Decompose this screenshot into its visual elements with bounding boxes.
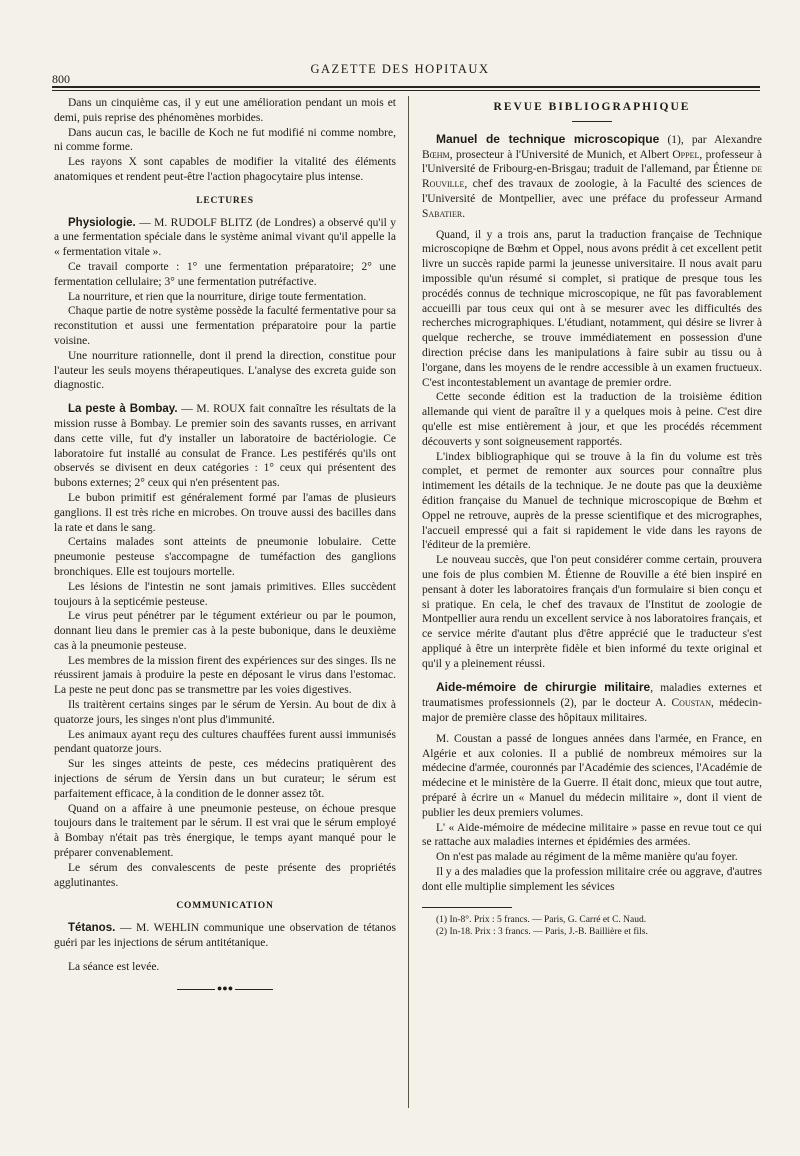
article-title: La peste à Bombay. xyxy=(68,403,178,416)
paragraph: Les lésions de l'intestin ne sont jamais primitives. Elles succèdent toujours à la septicémie pesteuse. xyxy=(54,580,396,608)
section-heading-lectures: LECTURES xyxy=(196,195,254,206)
book-text: , prosecteur à l'Université de Munich, et Albert xyxy=(449,148,669,161)
closing-line: La séance est levée. xyxy=(68,960,160,973)
article-author: — M. WEHLIN xyxy=(119,922,199,935)
paragraph: Ce travail comporte : 1° une fermentation préparatoire; 2° une fermentation cellulaire; 3° une fermentation putréfactive. xyxy=(54,260,396,288)
article-author: — M. RUDOLF BLITZ xyxy=(139,216,253,229)
paragraph: Le sérum des convalescents de peste présente des propriétés agglutinantes. xyxy=(54,861,396,889)
book-text: , chef des travaux de zoologie, à la Faculté des sciences de l'Université de Montpellier, avec une préface du professeur Armand xyxy=(422,178,762,205)
paragraph: Sur les singes atteints de peste, ces médecins pratiquèrent des injections de sérum de Yersin dans un but curateur; le sérum est parfaitement efficace, à la condition de le donner assez tôt. xyxy=(54,758,396,800)
book-text: , professeur à l'Université de Fribourg-en-Brisgau; traduit de l'allemand, par Étienne xyxy=(422,148,762,176)
book-text: . xyxy=(462,207,466,220)
paragraph: Quand on a affaire à une pneumonie pesteuse, on échoue presque toujours dans le traitement par le sérum. Il est vrai que le sérum employé à Bombay n'était pas très énergique, le temps ayant manqué pour le préparer convenablement. xyxy=(54,802,396,860)
paragraph: Dans aucun cas, le bacille de Koch ne fut modifié ni comme nombre, ni comme forme. xyxy=(54,126,396,154)
paragraph: Les animaux ayant reçu des cultures chauffées furent aussi immunisés pendant quatorze jours. xyxy=(54,728,396,756)
paragraph: On n'est pas malade au régiment de la même manière qu'au foyer. xyxy=(436,851,738,864)
paragraph: L'index bibliographique qui se trouve à la fin du volume est très complet, et permet de remonter aux sources pour connaître plus intimement les détails de la technique. Je ne doute pas que la deuxième édition française du Manuel de technique microscopique de Bœhm et Oppel ne retrouve, auprès de la presse scientifique et des micrographes, l'accueil empressé qui a fait si rapidement le vide dans les rayons de l'éditeur de la première. xyxy=(422,450,762,552)
book-entry-manuel xyxy=(422,132,762,222)
end-ornament: ●●● xyxy=(177,989,273,990)
book-title: Aide-mémoire de chirurgie militaire xyxy=(436,680,651,695)
paragraph: Les rayons X sont capables de modifier la vitalité des éléments anatomiques et rendent peut-être l'action phagocytaire plus intense. xyxy=(54,156,396,183)
paragraph: Les membres de la mission firent des expériences sur des singes. Ils ne réussirent jamais à produire la peste en déposant le virus dans l'estomac. La peste ne peut donc pas se transmettre par les voies digestives. xyxy=(54,654,396,697)
paragraph: L' « Aide-mémoire de médecine militaire » passe en revue tout ce qui se rattache aux maladies internes et épidémies des armées. xyxy=(422,821,762,849)
section-heading-revue: REVUE BIBLIOGRAPHIQUE xyxy=(493,101,691,113)
article-text: communique une observation de tétanos guéri par les injections de sérum antitétanique. xyxy=(54,922,396,950)
book-author: Sabatier xyxy=(422,207,463,220)
book-ref: (1), par Alexandre xyxy=(667,133,763,146)
article-title: Tétanos. xyxy=(68,922,116,935)
book-author: Oppel xyxy=(672,148,700,161)
header-rule-thin xyxy=(52,90,760,91)
paragraph: Chaque partie de notre système possède la faculté fermentative pour sa reconstitution et aussi une fermentation préparatoire pour la partie voisine. xyxy=(54,305,396,347)
paragraph: Il y a des maladies que la profession militaire crée ou aggrave, d'autres dont elle multiplie simplement les sévices xyxy=(422,866,762,893)
paragraph: La nourriture, et rien que la nourriture, dirige toute fermentation. xyxy=(68,290,367,303)
paragraph: Quand, il y a trois ans, parut la traduction française de Technique microscopiqne de Bœhm et Oppel, nous avons prédit à cet excellent petit livre un succès rapide parmi la jeunesse universitaire. Il nous avait paru impossible qu'un résumé si complet, si pratique de presque tous les procédés connus de technique microscopique, ne fût pas favorablement accueilli par tous ceux qui ont à se mesurer avec les difficultés des recherches micrographiques. L'étudiant, notamment, qui désire se livrer à quelque recherche, se trouve immédiatement en possession d'une direction précise dans les manipulations à faire subir au tissu ou à l'organe, dans les moyens de le rendre accessible à un examen fructueux. C'est incontestablement un avantage de premier ordre. xyxy=(422,228,762,389)
article-text: (de Londres) a observé qu'il y a une fermentation spéciale dans le système animal vivant qu'il appelle la « fermentation vitale ». xyxy=(54,216,397,259)
paragraph: Cette seconde édition est la traduction de la troisième édition allemande qui vient de paraître il y a quelques mois à peine. C'est dire qu'elle est mise entièrement à jour, et que les procédés récemment découverts y sont soigneusement rapportés. xyxy=(422,391,762,448)
book-text: , médecin-major de première classe des hôpitaux militaires. xyxy=(422,697,762,725)
paragraph: Le nouveau succès, que l'on peut considérer comme certain, prouvera une fois de plus combien M. Étienne de Rouville a été bien inspiré en pensant à doter les laboratoires français d'un formulaire si bien conçu et si pratique. En cela, le chef des travaux de l'Institut de zoologie de Montpellier aura rendu un excellent service à nos laboratoires français, et ce service mérite d'autant plus d'être apprécié que le traducteur s'est appliqué à être un interprète fidèle et bien informé du texte original et qu'il y a pleinement réussi. xyxy=(422,554,762,670)
paragraph: M. Coustan a passé de longues années dans l'armée, en France, en Algérie et aux colonies. Il a publié de nombreux mémoires sur la médecine d'armée, couronnés par l'Académie des sciences, l'Académie de médecine et le ministère de la Guerre. Il était donc, mieux que tout autre, préparé à écrire un « Manuel du médecin militaire », dont il vient de publier les deux premiers volumes. xyxy=(422,732,762,819)
paragraph: Dans un cinquième cas, il y eut une amélioration pendant un mois et demi, puis reprise des phénomènes morbides. xyxy=(54,97,396,124)
article-title: Physiologie. xyxy=(68,216,136,229)
article-physiologie-lead xyxy=(54,216,396,260)
paragraph: Ils traitèrent certains singes par le sérum de Yersin. Au bout de dix à quatorze jours, les singes n'ont plus d'immunité. xyxy=(54,699,396,726)
column-separator xyxy=(408,96,409,1108)
page-number: 800 xyxy=(52,72,70,86)
left-column xyxy=(54,96,397,993)
paragraph: Le bubon primitif est généralement formé par l'amas de plusieurs ganglions. Il est très riche en microbes. On trouve aussi des bacilles dans la rate et dans le sang. xyxy=(54,491,396,534)
book-text: , maladies externes et traumatismes professionnels (2), par le docteur A. xyxy=(422,682,762,710)
book-author: Bœhm xyxy=(422,148,450,161)
article-text: fait connaître les résultats de la mission russe à Bombay. Le premier soin des savants russes, en arrivant dans cette ville, fut d'y installer un laboratoire de bactériologie. Ce laboratoire fut installé au consulat de France. Les pestiférés qu'ils ont observés se divisent en deux catégories : 1° ceux qui présentent des bubons externes; 2° ceux qui n'en présentent pas. xyxy=(54,403,397,490)
paragraph: Certains malades sont atteints de pneumonie lobulaire. Cette pneumonie pesteuse s'accompagne de tuméfaction des ganglions bronchiques. Elle est toujours mortelle. xyxy=(54,536,396,578)
footnote: (1) In-8°. Prix : 5 francs. — Paris, G. Carré et C. Naud. xyxy=(436,914,647,925)
right-column xyxy=(422,96,762,938)
article-tetanos-lead xyxy=(54,921,396,951)
article-author: — M. ROUX xyxy=(181,403,246,416)
article-peste-lead xyxy=(54,402,396,491)
book-author: Coustan xyxy=(671,697,711,710)
book-author: de Rouville xyxy=(422,163,762,191)
book-entry-aide-memoire xyxy=(422,680,762,725)
paragraph: Le virus peut pénétrer par le tégument extérieur ou par le poumon, donnant lieu dans le premier cas à la peste bubonique, dans le deuxième cas à la pneumonie pesteuse. xyxy=(54,610,396,652)
paragraph: Une nourriture rationnelle, dont il prend la direction, constitue pour l'auteur les seuls moyens thérapeutiques. L'analyse des excreta guide son diagnostic. xyxy=(54,349,396,392)
header-rule xyxy=(52,86,760,88)
section-heading-communication: COMMUNICATION xyxy=(176,901,274,912)
book-title: Manuel de technique microscopique xyxy=(436,131,660,146)
footnote: (2) In-18. Prix : 3 francs. — Paris, J.-B. Baillière et fils. xyxy=(436,926,648,937)
journal-title: GAZETTE DES HOPITAUX xyxy=(310,62,490,76)
heading-rule xyxy=(572,121,612,122)
footnote-rule xyxy=(422,907,512,908)
